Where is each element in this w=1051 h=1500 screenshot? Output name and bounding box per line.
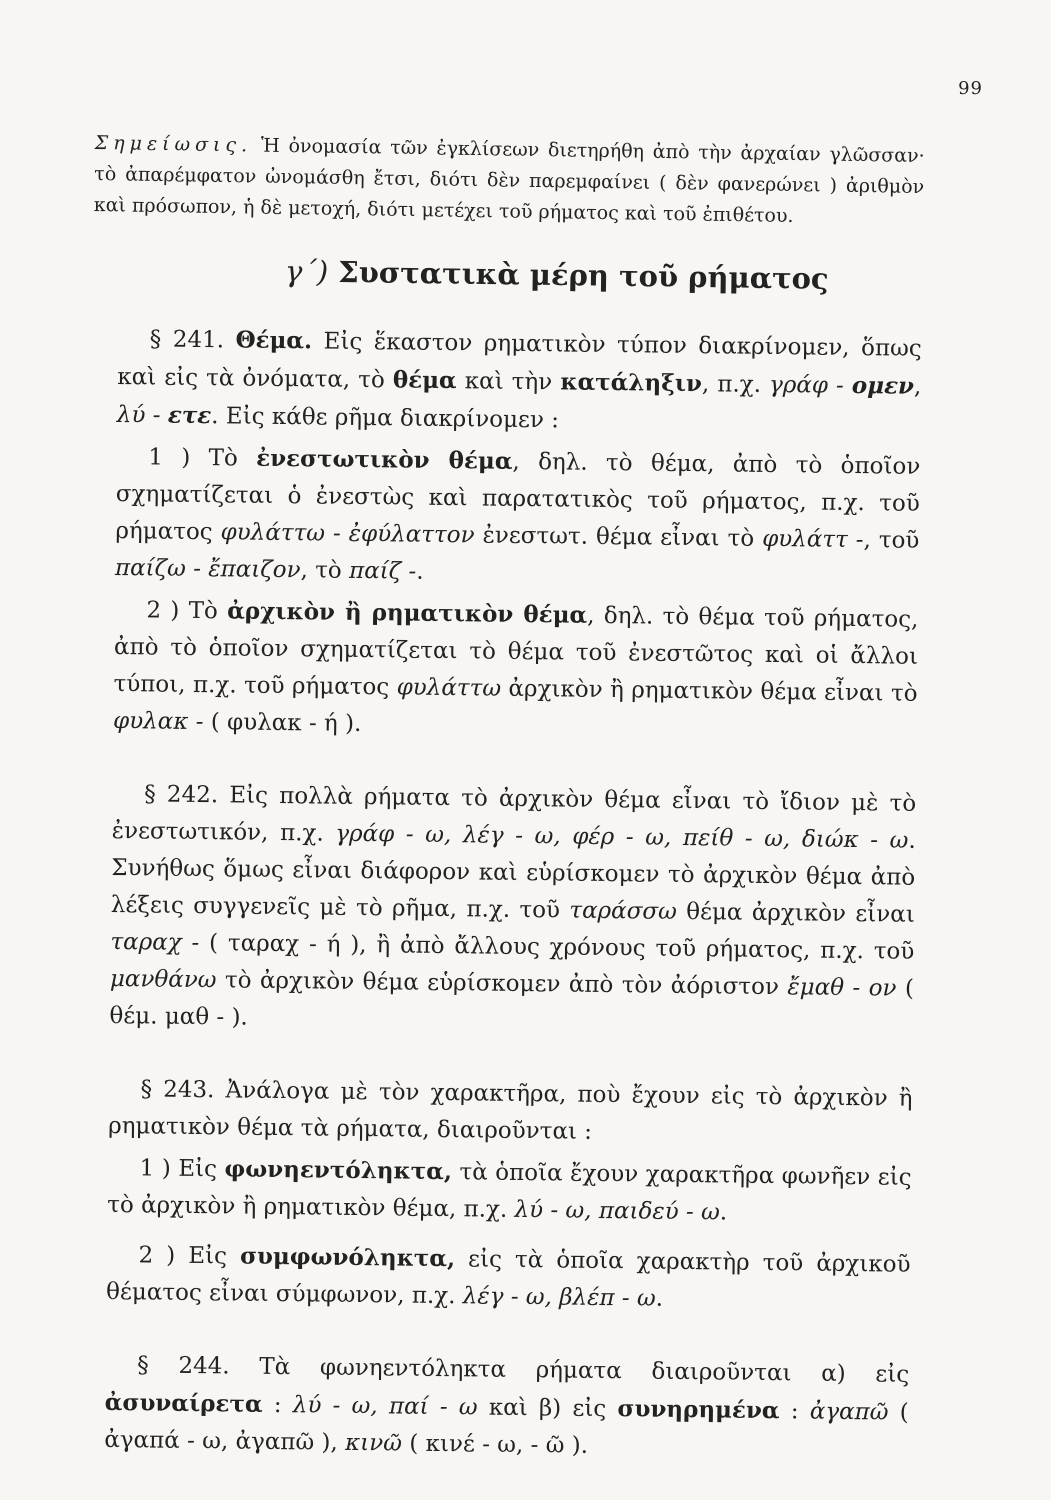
paragraph-title: Θέμα. [235, 326, 313, 355]
term: ἀσυναίρετα [104, 1388, 263, 1418]
term: συνηρημένα [617, 1395, 780, 1425]
paragraph-244 [104, 1347, 909, 1469]
item-number: 2 ) Εἰς [138, 1242, 228, 1270]
text: . [416, 558, 424, 585]
text: , π.χ. [701, 371, 762, 398]
example-ending: ομεν [851, 371, 915, 400]
example: γράφ - ω, λέγ - ω, φέρ - ω, πείθ - ω, διώκ - ω [335, 820, 909, 854]
text: . [655, 1285, 664, 1312]
section-title: Συστατικὰ μέρη τοῦ ρήματος [338, 254, 829, 296]
paragraph-241 [117, 320, 922, 444]
text: , δηλ. τὸ θέμα, ἀπὸ τὸ ὁποῖον σχηματίζεται ὁ ἐνεστὼς καὶ παρατατικὸς τοῦ ρήματος, π.χ. τοῦ ρήματος [115, 448, 921, 546]
paragraph-242 [109, 776, 916, 1045]
example: παίζω - ἔπαιζον [114, 554, 301, 584]
example: γράφ - [768, 371, 844, 399]
note-text: Ἡ ὀνομασία τῶν ἐγκλίσεων διετηρήθη ἀπὸ τὴν ἀρχαίαν γλῶσσαν· τὸ ἀπαρέμφατον ὠνομάσθη ἔτσι, διότι δὲν παρεμφαίνει ( δὲν φανερώνει ) ἀριθμὸν καὶ πρόσωπον, ἡ δὲ μετοχή, διότι μετέχει τοῦ ρήματος καὶ τοῦ ἐπιθέτου. [93, 134, 925, 227]
text: καὶ τὴν [464, 368, 553, 396]
example: μανθάνω [109, 965, 217, 994]
text: θέμα ἀρχικὸν εἶναι [686, 898, 915, 928]
text: ( ταραχ - ή ), ἢ ἀπὸ ἄλλους χρόνους τοῦ ρήματος, π.χ. τοῦ [208, 930, 915, 965]
example-ending: ετε [167, 401, 212, 430]
paragraph-number: § 243. [140, 1076, 215, 1104]
item-number: 1 ) Εἰς [139, 1155, 218, 1183]
term: κατάληξιν [560, 368, 703, 398]
section-heading [285, 254, 829, 296]
text: : [790, 1398, 799, 1425]
note-label: Σημείωσις. [94, 131, 253, 157]
text: Εἰς πολλὰ ρήματα τὸ ἀρχικὸν θέμα εἶναι τὸ ἴδιον μὲ τὸ ἐνεστωτικόν, π.χ. [111, 782, 917, 847]
text: . Συνήθως ὅμως εἶναι διάφορον καὶ εὑρίσκομεν τὸ ἀρχικὸν θέμα ἀπὸ λέξεις συγγενεῖς μὲ τὸ ρῆμα, π.χ. τοῦ [110, 827, 916, 924]
list-item-241-1 [115, 438, 921, 597]
text: . Εἰς κάθε ρῆμα διακρίνομεν : [211, 403, 560, 434]
paragraph-number: § 241. [149, 326, 225, 354]
term: ἀρχικὸν ἢ ρηματικὸν θέμα [227, 597, 588, 629]
text: ( ἀγαπά - ω, ἀγαπῶ ), [104, 1399, 909, 1456]
paragraph-number: § 244. [137, 1352, 230, 1380]
text: ( κινέ - ω, - ῶ ). [409, 1430, 589, 1459]
example: ἔμαθ - ον [787, 974, 897, 1002]
text: καὶ β) εἰς [488, 1394, 607, 1423]
page-number: 99 [958, 78, 983, 99]
example: ταράσσω [569, 897, 677, 925]
term: φωνηεντόληκτα, [224, 1155, 453, 1186]
example: κινῶ [344, 1429, 403, 1457]
example: παίζ - [348, 557, 417, 585]
text: : [273, 1391, 282, 1419]
main-text [104, 320, 922, 1469]
text: εἰς τὰ ὁποῖα χαρακτὴρ τοῦ ἀρχικοῦ θέματος εἶναι σύμφωνον, π.χ. [105, 1246, 911, 1310]
text: , τὸ [300, 557, 342, 584]
text: Εἰς ἕκαστον ρηματικὸν τύπον διακρίνομεν, ὅπως καὶ εἰς τὰ ὀνόματα, τὸ [117, 328, 922, 394]
list-item-241-2 [113, 591, 919, 750]
term: θέμα [392, 366, 457, 395]
text: τὰ ὁποῖα ἔχουν χαρακτῆρα φωνῆεν εἰς τὸ ἀρχικὸν ἢ ρηματικὸν θέμα, π.χ. [107, 1159, 912, 1223]
example: φυλάττω [396, 674, 502, 702]
item-number: 1 ) Τὸ [148, 444, 238, 472]
example: φυλάττω - ἐφύλαττον [220, 519, 475, 549]
text: ἐνεστωτ. θέμα εἶναι τὸ [482, 522, 755, 552]
text: Ἀνάλογα μὲ τὸν χαρακτῆρα, ποὺ ἔχουν εἰς τὸ ἀρχικὸν ἢ ρηματικὸν θέμα τὰ ρήματα, διαιροῦνται : [107, 1077, 913, 1145]
list-item-243-2 [106, 1236, 911, 1321]
paragraph-243 [108, 1071, 913, 1155]
term: συμφωνόληκτα, [239, 1242, 456, 1273]
text: , [913, 373, 922, 400]
example: λύ - ω, παί - ω [292, 1392, 478, 1421]
text: Τὰ φωνηεντόληκτα ρήματα διαιροῦνται α) εἰς [259, 1353, 910, 1388]
text: . [719, 1199, 728, 1226]
item-number: 2 ) Τὸ [146, 597, 219, 625]
example: λύ - [116, 401, 161, 429]
example: ταραχ - [110, 928, 200, 957]
section-label: γ΄) [284, 254, 329, 289]
example: φυλακ - [112, 707, 204, 736]
text: ( φυλακ - ή ). [210, 709, 362, 738]
example: φυλάττ - [761, 525, 864, 554]
example: λέγ - ω, βλέπ - ω [462, 1283, 656, 1312]
example: λύ - ω, παιδεύ - ω [514, 1196, 721, 1226]
text: , δηλ. τὸ θέμα τοῦ ρήματος, ἀπὸ τὸ ὁποῖον σχηματίζεται τὸ θέμα τοῦ ἐνεστῶτος καὶ οἱ ἄλλοι τύποι, π.χ. τοῦ ρήματος [113, 602, 919, 701]
list-item-243-1 [107, 1149, 912, 1234]
example: ἀγαπῶ [809, 1398, 889, 1426]
text: , τοῦ [863, 527, 920, 554]
note-paragraph [94, 128, 925, 234]
term: ἐνεστωτικὸν θέμα [256, 444, 513, 475]
paragraph-number: § 242. [144, 781, 219, 809]
text: ( θέμ. μαθ - ). [109, 975, 915, 1031]
text: τὸ ἀρχικὸν θέμα εὑρίσκομεν ἀπὸ τὸν ἀόριστον [224, 967, 780, 1001]
text: ἀρχικὸν ἢ ρηματικὸν θέμα εἶναι τὸ [508, 675, 918, 707]
